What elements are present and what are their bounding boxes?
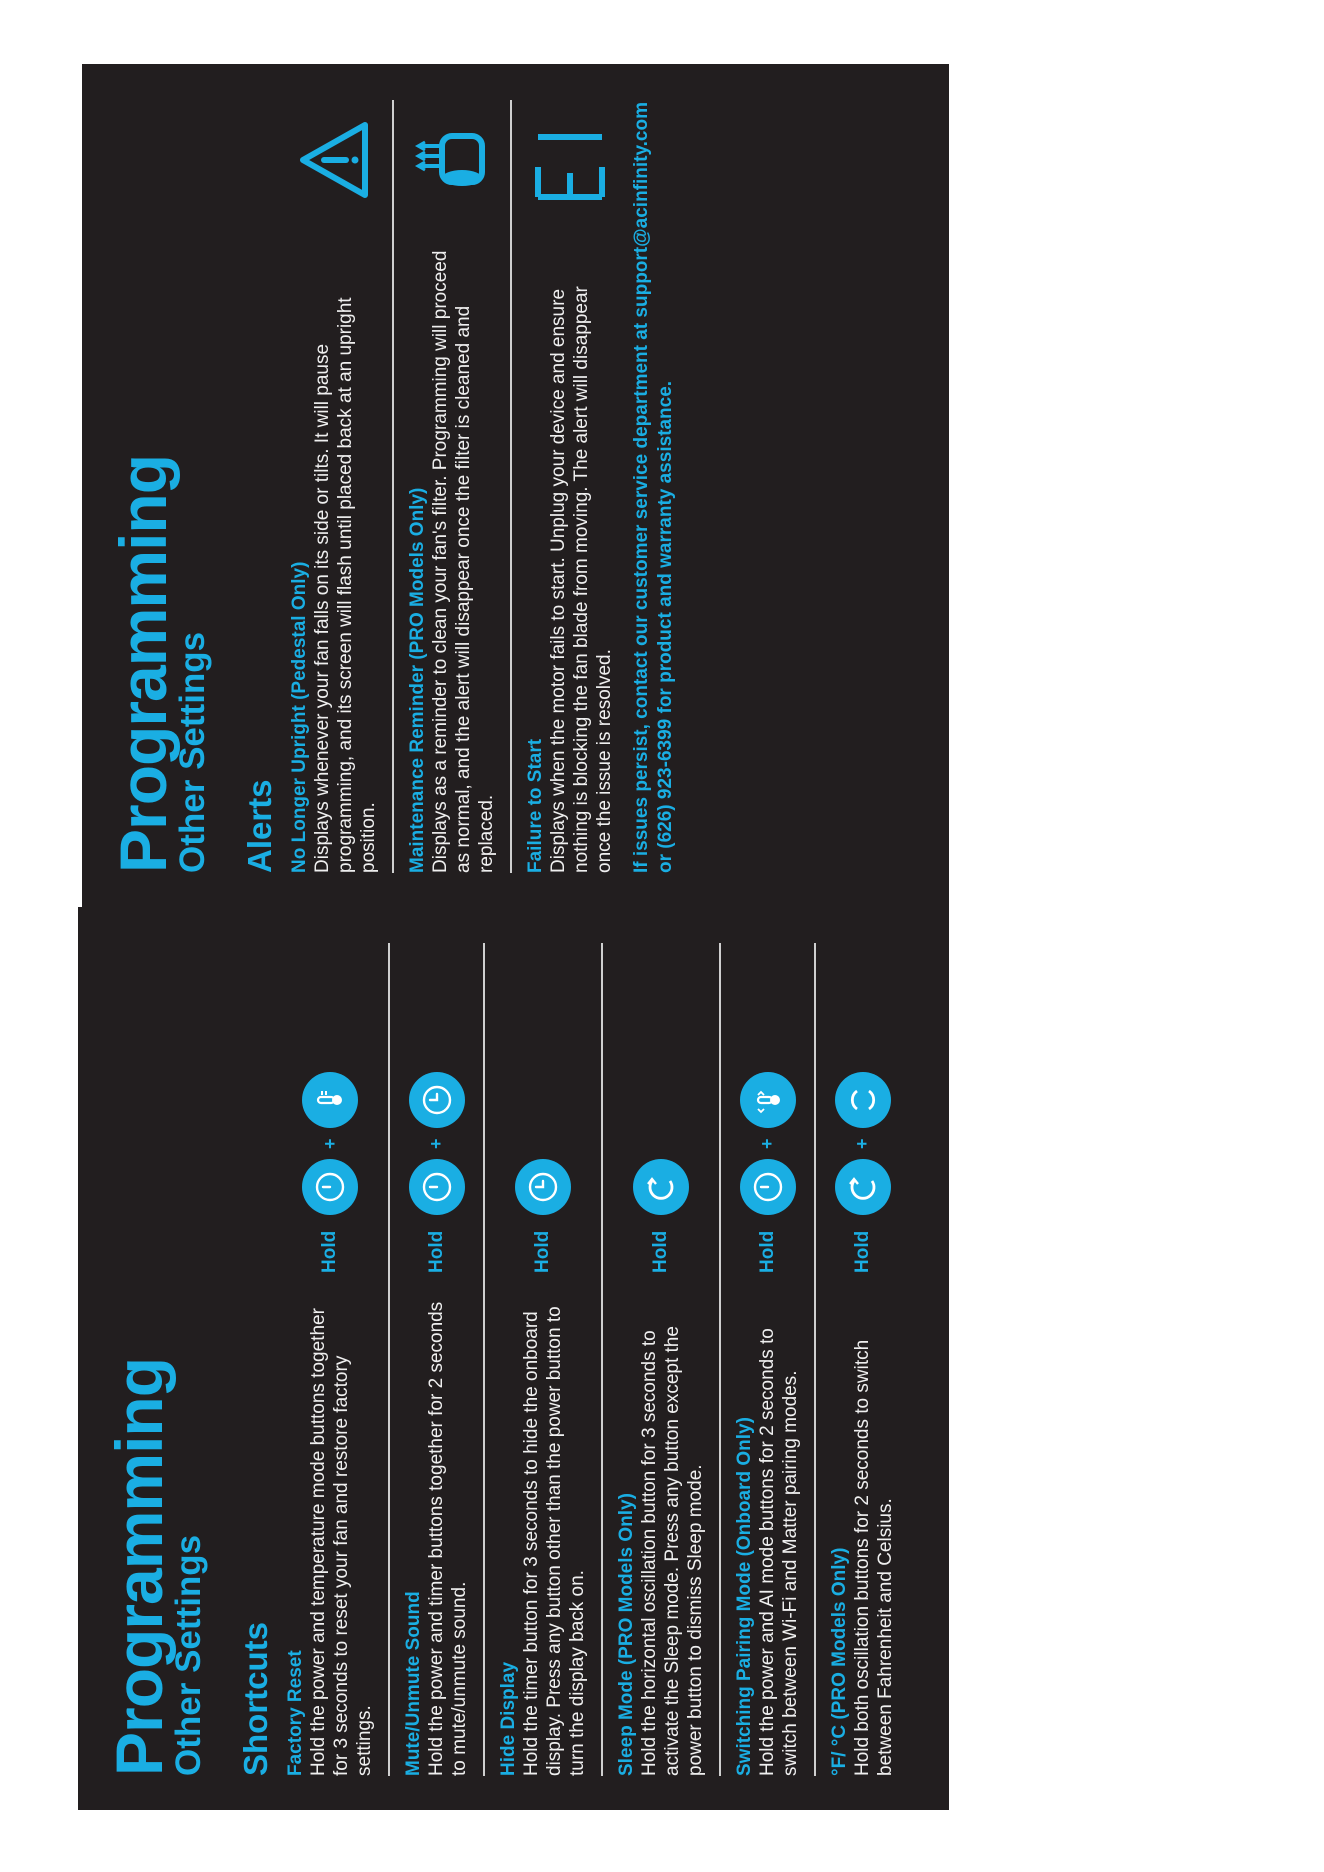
alert-failure-to-start <box>524 100 616 873</box>
ai-mode-icon <box>740 1072 796 1128</box>
shortcut-desc: Hold the power and AI mode buttons for 2 seconds to switch between Wi-Fi and Matter pairing modes. <box>757 1328 801 1776</box>
button-combo <box>409 943 465 1273</box>
divider <box>392 100 394 873</box>
hold-label: Hold <box>319 1230 340 1273</box>
shortcut-mute-unmute <box>402 943 471 1776</box>
oscillation-icon <box>633 1159 689 1215</box>
hold-label: Hold <box>425 1230 447 1273</box>
shortcut-fahrenheit-celsius <box>828 943 897 1776</box>
divider <box>814 943 816 1776</box>
shortcut-title: Factory Reset <box>285 1650 306 1776</box>
shortcut-factory-reset <box>284 943 376 1776</box>
plus-label: + <box>426 1138 446 1149</box>
hold-label: Hold <box>756 1230 778 1273</box>
error-e1-icon <box>525 100 615 220</box>
filter-icon <box>407 100 497 220</box>
shortcut-desc: Hold the horizontal oscillation button for 3 seconds to activate the Sleep mode. Press any button except the power button to dismiss Sleep mode. <box>639 1326 706 1776</box>
plus-label: + <box>852 1138 872 1149</box>
power-icon <box>740 1159 796 1215</box>
page-subtitle: Other Settings <box>173 631 212 873</box>
thermometer-icon <box>302 1072 358 1128</box>
shortcuts-panel <box>78 907 949 1810</box>
hold-label: Hold <box>650 1230 671 1273</box>
hold-label: Hold <box>532 1230 553 1273</box>
oscillation-icon <box>835 1159 891 1215</box>
button-combo <box>835 943 891 1273</box>
button-combo <box>740 943 796 1273</box>
alerts-panel <box>82 64 949 907</box>
timer-icon <box>409 1072 465 1128</box>
shortcut-title: Switching Pairing Mode (Onboard Only) <box>734 1417 755 1776</box>
plus-label: + <box>757 1138 777 1149</box>
alert-desc: Displays when the motor fails to start. Unplug your device and ensure nothing is blocking the fan blade from moving. The alert will disappear once the issue is resolved. <box>548 286 615 873</box>
shortcut-title: Hide Display <box>498 1661 519 1776</box>
button-combo <box>633 943 689 1273</box>
oscillation-vertical-icon <box>835 1072 891 1128</box>
alert-maintenance-reminder <box>406 100 498 873</box>
shortcut-sleep-mode <box>615 943 707 1776</box>
divider <box>601 943 603 1776</box>
page-title: Programming <box>106 454 180 873</box>
shortcut-switching-pairing-mode <box>733 943 802 1776</box>
shortcut-desc: Hold the power and timer buttons together for 2 seconds to mute/unmute sound. <box>426 1301 470 1776</box>
support-note: If issues persist, contact our customer service department at support@acinfinity.com or (626) 923-6399 for product and warranty assistance. <box>631 102 676 873</box>
divider <box>719 943 721 1776</box>
warning-triangle-icon <box>289 100 379 220</box>
shortcut-desc: Hold the power and temperature mode buttons together for 3 seconds to reset your fan and restore factory settings. <box>308 1308 375 1776</box>
shortcut-title: °F/ °C (PRO Models Only) <box>829 1547 850 1776</box>
shortcut-hide-display <box>497 943 589 1776</box>
button-combo <box>302 943 358 1273</box>
shortcut-title: Sleep Mode (PRO Models Only) <box>616 1493 637 1776</box>
alert-no-longer-upright <box>288 100 380 873</box>
page-subtitle: Other Settings <box>169 1534 208 1776</box>
alert-title: Maintenance Reminder (PRO Models Only) <box>407 487 428 873</box>
plus-label: + <box>319 1138 340 1149</box>
shortcut-title: Mute/Unmute Sound <box>403 1591 424 1776</box>
shortcut-desc: Hold the timer button for 3 seconds to hide the onboard display. Press any button other than the power button to turn the display back on. <box>521 1306 588 1776</box>
timer-icon <box>515 1159 571 1215</box>
section-heading-alerts: Alerts <box>241 779 278 873</box>
alert-desc: Displays as a reminder to clean your fan's filter. Programming will proceed as normal, and the alert will disappear once the filter is cleaned and replaced. <box>430 250 497 873</box>
button-combo <box>515 943 571 1273</box>
alert-title: No Longer Upright (Pedestal Only) <box>289 561 310 873</box>
alert-title: Failure to Start <box>525 738 546 873</box>
divider <box>483 943 485 1776</box>
shortcut-desc: Hold both oscillation buttons for 2 seconds to switch between Fahrenheit and Celsius. <box>852 1339 896 1776</box>
alert-desc: Displays whenever your fan falls on its side or tilts. It will pause programming, and its screen will flash until placed back at an upright position. <box>312 297 379 873</box>
section-heading-shortcuts: Shortcuts <box>237 1621 274 1776</box>
page-title: Programming <box>102 1357 176 1776</box>
svg-text:E1: E1 <box>608 158 609 160</box>
divider <box>388 943 390 1776</box>
divider <box>510 100 512 873</box>
power-icon <box>302 1159 358 1215</box>
hold-label: Hold <box>851 1230 873 1273</box>
power-icon <box>409 1159 465 1215</box>
